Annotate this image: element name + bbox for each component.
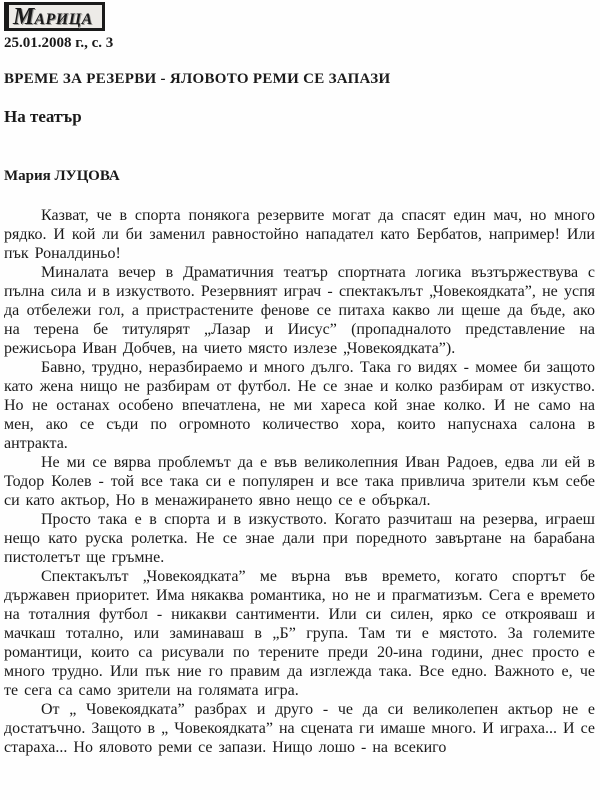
article-paragraph: Спектакълът „Човекоядката” ме върна във времето, когато спортът бе държавен приоритет. Има някаква романтика, но не и прагматизъм. Сега е времето на тоталния футбол - никакви сантименти. Или си силен, ярко се открояваш и мачкаш тотално, или заминаваш в „Б” група. Там ти е мястото. За големите романтици, които са рисували по терените преди 20-ина години, днес просто е много трудно. Или пък ние го правим да изглежда така. Все едно. Важното е, че те сега са само зрители на голямата игра. [4,568,595,699]
marica-newspaper-logo [4,2,105,31]
article-headline: ВРЕМЕ ЗА РЕЗЕРВИ - ЯЛОВОТО РЕМИ СЕ ЗАПАЗИ [4,71,391,87]
dateline: 25.01.2008 г., с. 3 [4,35,114,51]
article-paragraph: Казват, че в спорта понякога резервите могат да спасят един мач, но много рядко. И кой ли би заменил равностойно нападател като Бербатов, например! Или пък Роналдиньо! [4,207,595,262]
article-author: Мария ЛУЦОВА [4,168,120,184]
article-paragraph: Миналата вечер в Драматичния театър спортната логика възтържествува с пълна сила и в изкуството. Резервният играч - спектакълът „Човекоядката”, не успя да отбележи гол, а пристрастените фенове се питаха какво ли щеше да бъде, ако на терена бе титулярят „Лазар и Иисус” (пропадналото представление на режисьора Иван Добчев, на чието място излезе „Човекоядката”). [4,264,595,357]
logo-rest-letters: АРИЦА [34,11,93,28]
logo-initial-letter: М [13,4,35,30]
article-rubric: На театър [4,107,82,126]
article-paragraph: От „ Човекоядката” разбрах и друго - че да си великолепен актьор не е достатъчно. Защото в „ Човекоядката” на сцената ги имаше много. И играха... И се стараха... Но яловото реми се запази. Нищо лошо - на всекиго [4,701,595,756]
article-paragraph: Бавно, трудно, неразбираемо и много дълго. Така го видях - момее би защото като жена нищо не разбирам от футбол. Не се знае и колко разбирам от изкуство. Но не останах особено впечатлена, не ми хареса кой знае колко. И не само на мен, ако се съди по огромното количество хора, които напуснаха салона в антракта. [4,359,595,452]
article-paragraph: Просто така е в спорта и в изкуството. Когато разчиташ на резерва, играеш нещо като руска ролетка. Не се знае дали при поредното завъртане на барабана пистолетът ще гръмне. [4,511,595,566]
article-body [4,206,595,757]
article-paragraph: Не ми се вярва проблемът да е във великолепния Иван Радоев, едва ли ей в Тодор Колев - той все така си е популярен и все така привлича зрители към себе си като актьор, Но в менажирането явно нещо се е объркал. [4,454,595,509]
